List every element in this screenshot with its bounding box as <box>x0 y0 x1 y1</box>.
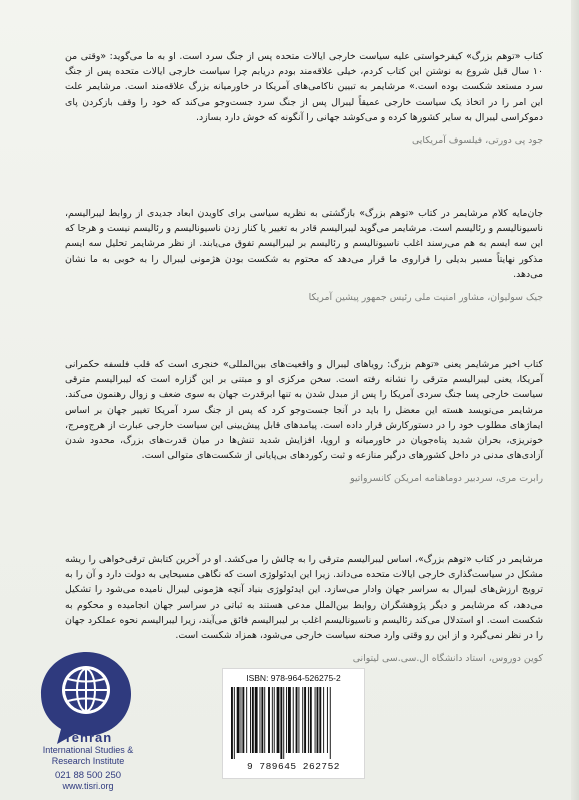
review-attribution: جود پی دورتی، فیلسوف آمریکایی <box>411 135 543 147</box>
isbn-barcode <box>222 668 365 779</box>
barcode-bar <box>288 687 291 753</box>
barcode-bar <box>302 687 303 753</box>
barcode-bar <box>280 687 282 759</box>
barcode-bar <box>315 687 316 753</box>
barcode-bar <box>293 687 294 753</box>
review-text: کتاب «توهم بزرگ» کیفرخواستی علیه سیاست خارجی ایالات متحده پس از جنگ سرد است. او به ما می‌گوید: «وقتی من ۱۰ سال قبل شروع به نوشتن این کتاب کردم، خیلی علاقه‌مند بودم دریابم چرا سیاست خارجی ایالات متحده پس از جنگ سرد مستعد شکست بوده است.» مرشایمر به تبیین ناکامی‌های آمریکا در خاورمیانه بزرگ علاقه‌مند است. مرشایمر علت این امر را در اتخاذ یک سیاست خارجی عمیقاً لیبرال پس از جنگ سرد جست‌وجو می‌کند که خود را وقف بازکردن پای دموکراسی لیبرال به سایر کشورها کرده و می‌کوشد جهانی را آنگونه که خوش دارد بسازد. <box>65 51 543 123</box>
barcode-bar <box>231 687 233 759</box>
barcode-bar <box>260 687 261 753</box>
barcode-bar <box>264 687 265 753</box>
barcode-icon <box>231 687 356 759</box>
publisher-line2: Research Institute <box>51 755 125 766</box>
barcode-bar <box>261 687 263 753</box>
publisher-name: Tehran <box>63 730 113 745</box>
publisher-info <box>38 731 138 792</box>
review-block-2 <box>65 206 543 304</box>
barcode-bar <box>241 687 242 753</box>
review-block-1 <box>65 49 543 147</box>
barcode-digits: 9 789645 262752 <box>246 761 340 772</box>
barcode-bar <box>277 687 280 753</box>
publisher-line1: International Studies & <box>42 745 134 755</box>
review-attribution: جیک سولیوان، مشاور امنیت ملی رئیس جمهور پیشین آمریکا <box>308 292 543 304</box>
barcode-bar <box>296 687 298 753</box>
review-attribution: رابرت مری، سردبیر دوماهنامه امریکن کانسرواتیو <box>350 473 543 485</box>
barcode-bar <box>327 687 328 753</box>
barcode-bar <box>250 687 251 753</box>
barcode-bar <box>286 687 287 753</box>
barcode-bar <box>242 687 244 753</box>
barcode-bar <box>323 687 324 753</box>
barcode-bar <box>310 687 312 753</box>
barcode-bar <box>237 687 240 753</box>
barcode-bar <box>274 687 275 753</box>
barcode-bar <box>308 687 309 753</box>
barcode-bar <box>272 687 273 753</box>
review-attribution: کوین دوروس، استاد دانشگاه ال.سی.سی لیتوانی <box>352 653 543 665</box>
barcode-bar <box>234 687 235 759</box>
barcode-bar <box>330 687 331 759</box>
barcode-bar <box>255 687 258 753</box>
barcode-bar <box>283 687 284 759</box>
barcode-bar <box>304 687 306 753</box>
review-block-3 <box>65 357 543 485</box>
barcode-bar <box>317 687 319 753</box>
publisher-website: www.tisri.org <box>62 781 114 791</box>
isbn-label: ISBN: 978-964-526275-2 <box>246 673 341 683</box>
barcode-bar <box>268 687 270 753</box>
barcode-bar <box>252 687 254 753</box>
publisher-phone: 021 88 500 250 <box>54 770 122 781</box>
review-text: مرشایمر در کتاب «توهم بزرگ»، اساس لیبرالیسم مترقی را به چالش را می‌کشد. او در آخرین کتابش ترقی‌خواهی را ریشه مشکل در سیاست‌گذاری خارجی ایالات متحده می‌داند. زیرا این ایدئولوژی است که نگاهی مسیحایی به دولت دارد و آن را به ترویج ارزش‌های لیبرال به سراسر جهان وادار می‌سازد. این ایدئولوژی بنیاد آنچه هژمونی لیبرال نامیده می‌شود را تشکیل می‌دهد، که مرشایمر و دیگر پژوهشگران روابط بین‌الملل مدعی هستند به ثباتی در سراسر جهان انجامیده و محکوم به شکست است. او استدلال می‌کند رئالیسم و ناسیونالیسم اغلب بر لیبرالیسم فائق می‌آیند، زیرا لیبرالیسم نحوه عملکرد جهان را در نظر نمی‌گیرد و از این رو وقتی وارد صحنه سیاست خارجی می‌شود، همزاد شکست است. <box>65 554 543 642</box>
page-edge <box>571 0 579 800</box>
barcode-bar <box>298 687 299 753</box>
barcode-bar <box>319 687 321 753</box>
review-text: کتاب اخیر مرشایمر یعنی «توهم بزرگ: رویاهای لیبرال و واقعیت‌های بین‌المللی» خنجری است که قلب فلسفه حکمرانی آمریکا، یعنی لیبرالیسم مترقی را نشانه رفته است. سخن مرکزی او و مبتنی بر این گزاره است که لیبرالیسم مترقی سیاست خارجی پسا جنگ سردی آمریکا را پس از مبدل شدن به تنها ابرقدرت جهان به سوی ضعف و زوال رهنمون می‌کند. مرشایمر می‌نویسد هسته این معضل را باید در آنجا جست‌وجو کرد که پس از جنگ سرد آمریکا تغییر جهان بر اساس ایماژهای مطلوب خود را در دستورکارش قرار داده است. پیامدهای قابل پیش‌بینی این سیاست خارجی عبارت از هرج‌ومرج، خونریزی، بحران شدید پناه‌جویان در خاورمیانه و اروپا، افزایش شدید تنش‌ها در میان قدرت‌های بزرگ، محدود شدن آزادی‌های مدنی در داخل کشورهای درگیر منازعه و ثبت رکوردهای بی‌پایانی از شکست‌های متوالی است. <box>65 359 543 462</box>
barcode-bar <box>246 687 247 753</box>
review-text: جان‌مایه کلام مرشایمر در کتاب «توهم بزرگ» بازگشتی به نظریه سیاسی برای کاویدن ابعاد جدیدی از روابط لیبرالیسم، ناسیونالیسم و رئالیسم است. مرشایمر می‌گوید لیبرالیسم قادر به تغییر یا کنار زدن ناسیونالیسم و رئالیسم نیست و هرجا که این سه ایسم به هم می‌رسند اغلب ناسیونالیسم و رئالیسم بر لیبرالیسم تفوق می‌یابند. از نظر مرشایمر تحلیل سه ایسم مذکور نهایتاً مسیر بدیلی را فراروی ما قرار می‌دهد که محتوم به شکست بودن هژمونی لیبرال را به خوبی به ما نشان می‌دهد. <box>65 208 543 280</box>
